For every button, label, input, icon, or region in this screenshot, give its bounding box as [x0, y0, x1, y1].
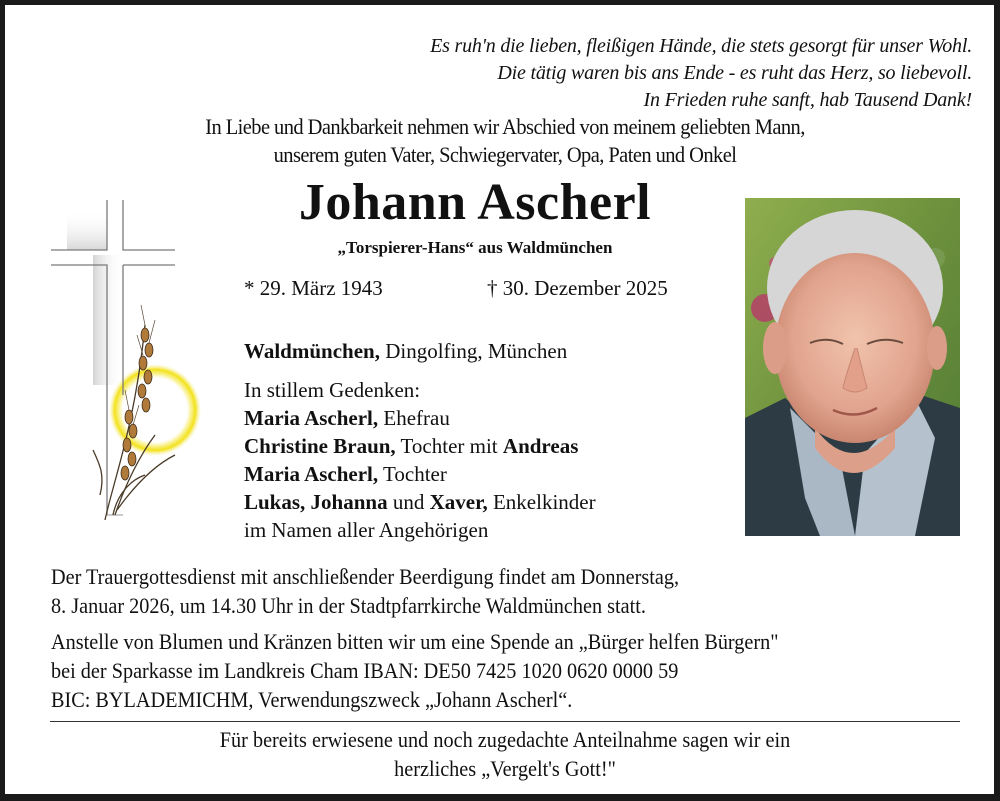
thanks-text [45, 725, 965, 783]
birth-date: * 29. März 1943 [244, 276, 383, 300]
thanks-line-2: herzliches „Vergelt's Gott!" [394, 756, 616, 781]
service-line-1: Der Trauergottesdienst mit anschließender Beerdigung findet am Donnerstag, [51, 564, 680, 589]
poem-line-3: In Frieden ruhe sanft, hab Tausend Dank! [643, 89, 972, 111]
donation-line-3: BIC: BYLADEMICHM, Verwendungszweck „Johann Ascherl“. [51, 687, 573, 712]
poem-line-1: Es ruh'n die lieben, fleißigen Hände, die stets gesorgt für unser Wohl. [430, 35, 972, 57]
poem [430, 33, 972, 114]
death-date: † 30. Dezember 2025 [487, 276, 668, 300]
places-bold: Waldmünchen, [244, 339, 380, 363]
mourner-name: Maria Ascherl, [244, 406, 379, 430]
mourner-name: Andreas [502, 434, 579, 458]
intro-line-2: unserem guten Vater, Schwiegervater, Opa, Paten und Onkel [273, 142, 737, 167]
intro-text [40, 113, 970, 169]
donation-line-1: Anstelle von Blumen und Kränzen bitten wir um eine Spende an „Bürger helfen Bürgern" [51, 629, 779, 654]
service-info [51, 562, 679, 620]
mourner-name: Lukas, Johanna [244, 490, 388, 514]
places-rest: Dingolfing, München [379, 339, 568, 363]
service-line-2: 8. Januar 2026, um 14.30 Uhr in der Stadtpfarrkirche Waldmünchen statt. [51, 593, 646, 618]
places [244, 337, 567, 365]
divider [50, 721, 960, 722]
deceased-nickname: „Torspierer-Hans“ aus Waldmünchen [337, 238, 613, 257]
mourner-name: Maria Ascherl, [244, 462, 379, 486]
mourner-entry [244, 404, 596, 432]
mourner-relation: Enkelkinder [487, 490, 596, 514]
mourners-heading: In stillem Gedenken: [244, 378, 421, 402]
poem-line-2: Die tätig waren bis ans Ende - es ruht das Herz, so liebevoll. [497, 62, 972, 84]
donation-info [51, 627, 779, 714]
deceased-name: Johann Ascherl [298, 174, 652, 231]
thanks-line-1: Für bereits erwiesene und noch zugedachte Anteilnahme sagen wir ein [219, 727, 791, 752]
cross-wheat-icon [45, 195, 215, 525]
mourner-name: Christine Braun, [244, 434, 396, 458]
portrait-photo [745, 198, 960, 536]
donation-line-2: bei der Sparkasse im Landkreis Cham IBAN: DE50 7425 1020 0620 0000 59 [51, 658, 679, 683]
mourner-entry [244, 460, 596, 488]
mourner-relation: Ehefrau [378, 406, 450, 430]
intro-line-1: In Liebe und Dankbarkeit nehmen wir Abschied von meinem geliebten Mann, [205, 114, 805, 139]
mourner-entry [244, 488, 596, 516]
mourner-entry [244, 432, 596, 460]
mourner-relation: Tochter mit [395, 434, 503, 458]
mourner-relation: Tochter [378, 462, 447, 486]
mourner-relation: und [387, 490, 430, 514]
mourners-closing: im Namen aller Angehörigen [244, 518, 489, 542]
mourner-name: Xaver, [429, 490, 488, 514]
mourners-list [244, 376, 596, 544]
